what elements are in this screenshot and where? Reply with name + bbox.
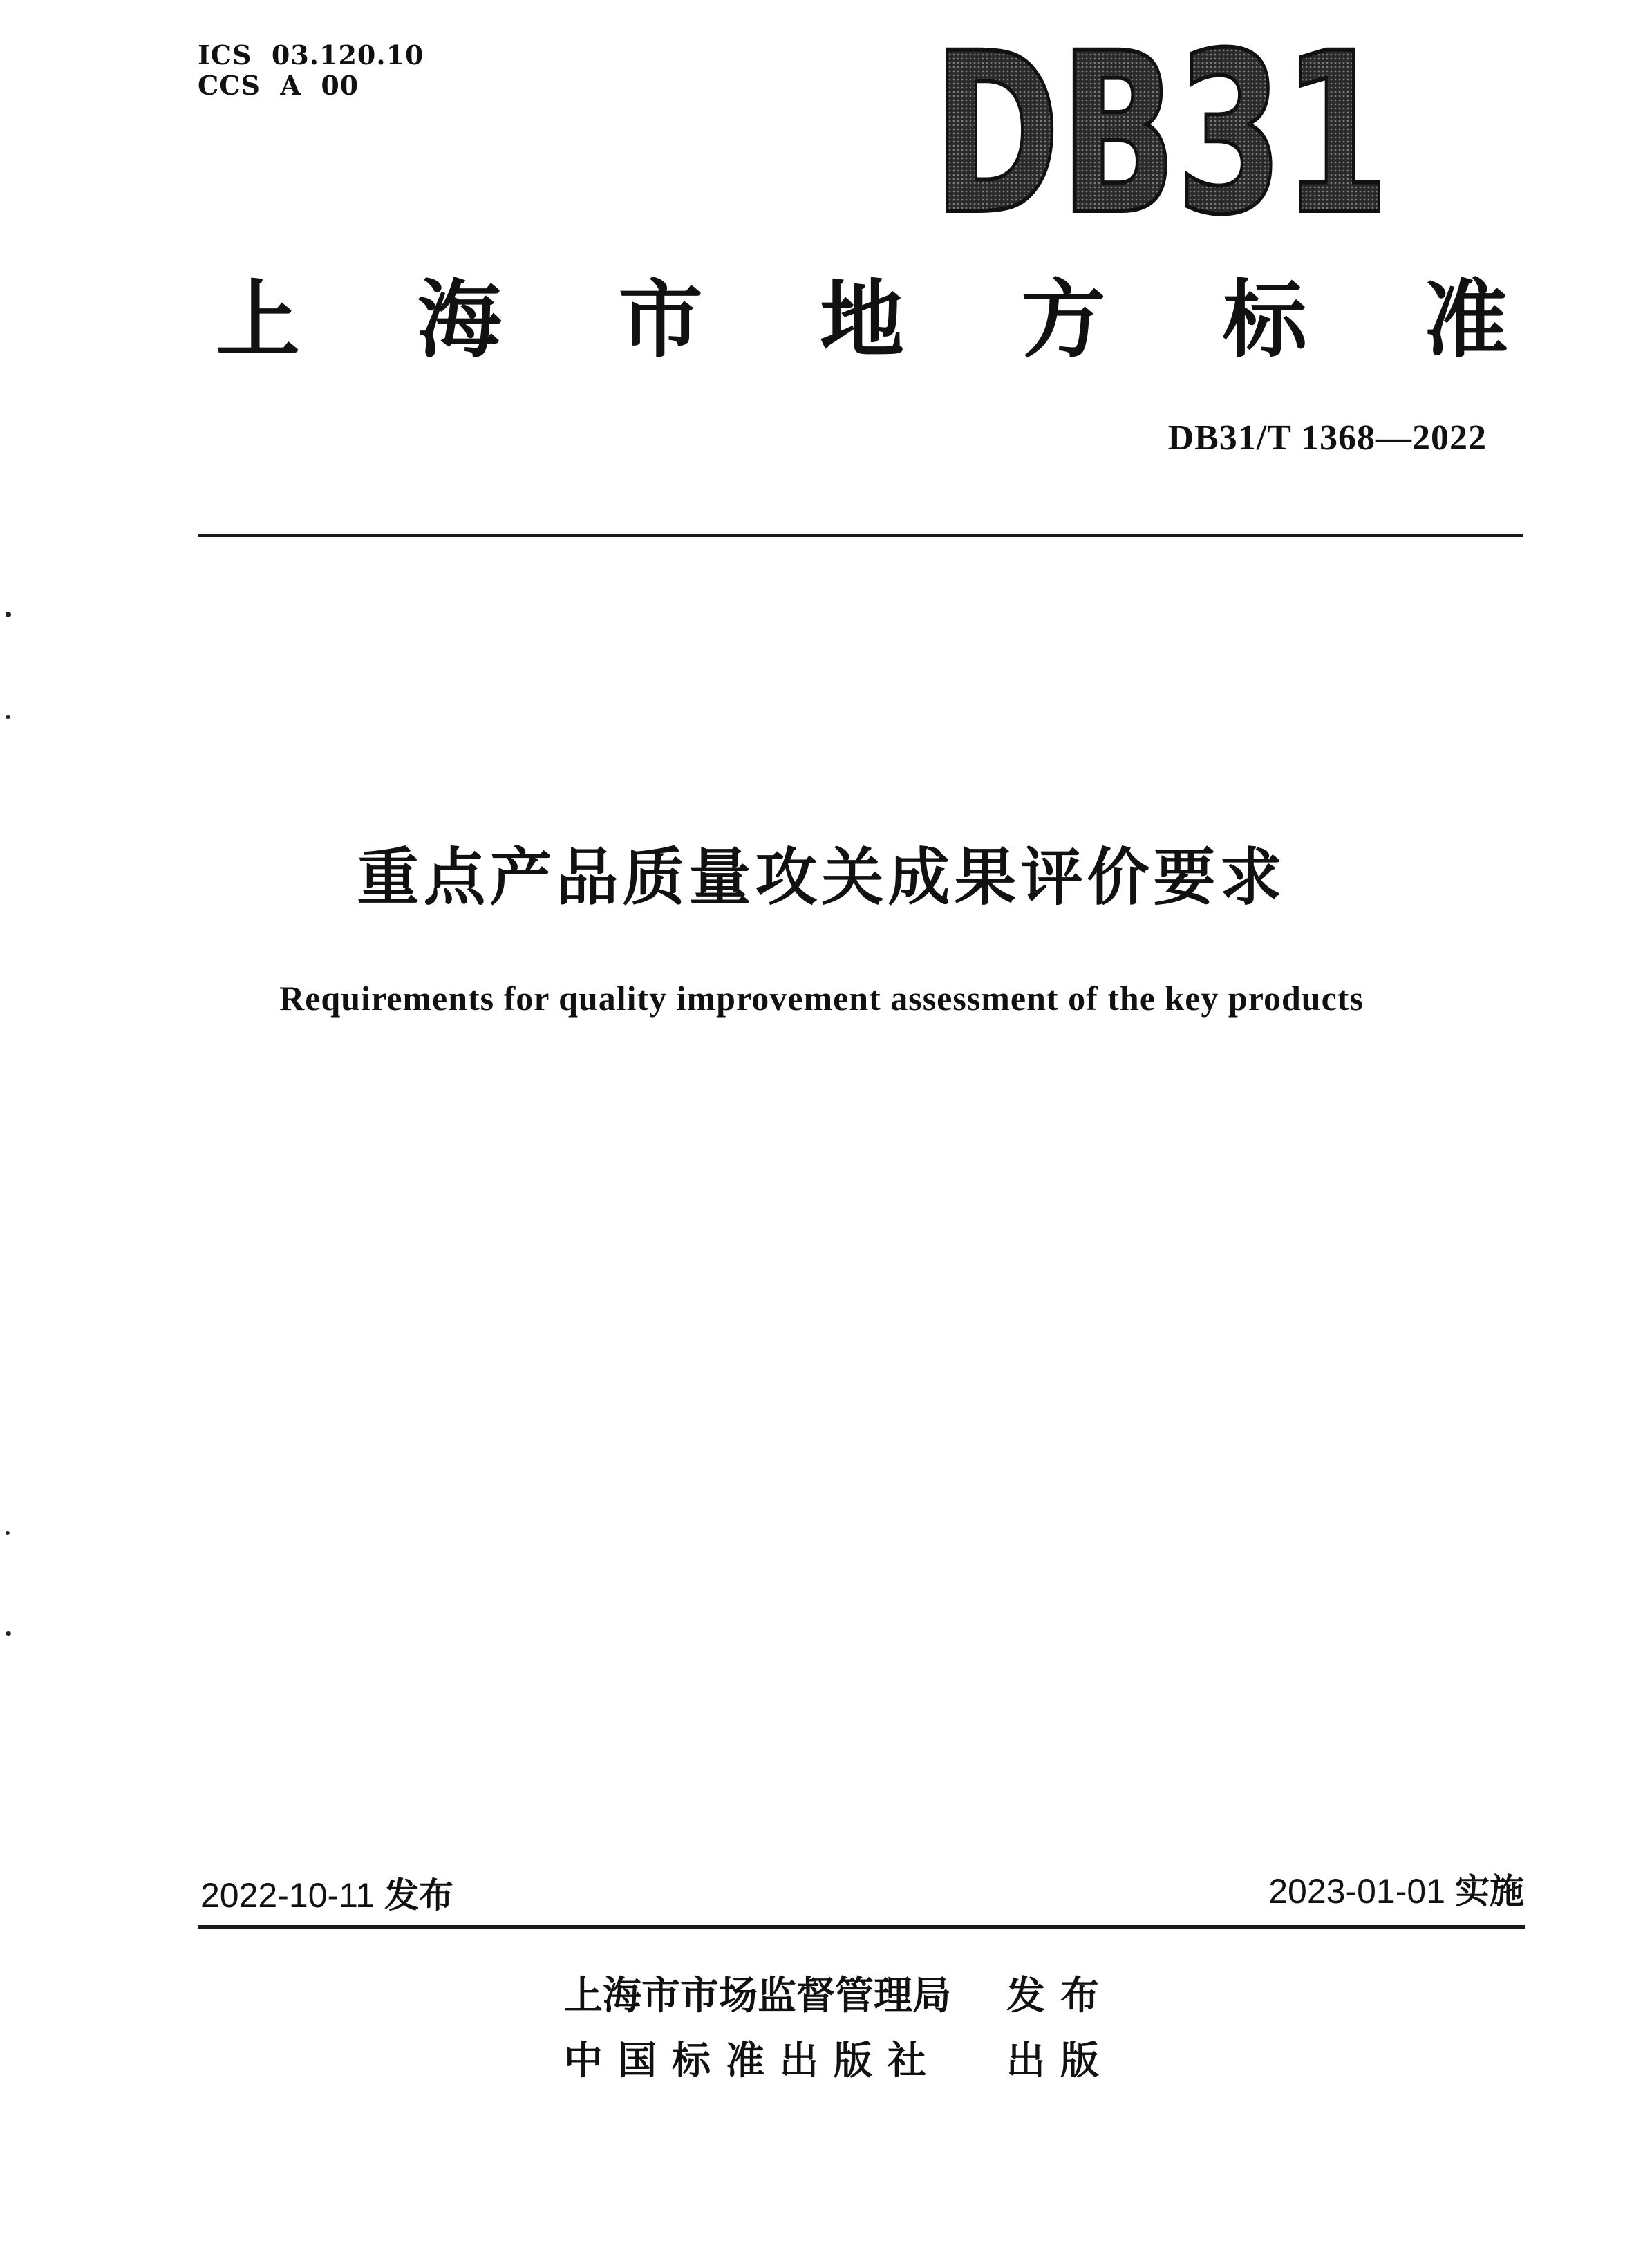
classification-codes — [198, 40, 424, 101]
issue-date — [200, 1873, 453, 1918]
header-title — [216, 268, 1508, 372]
scan-speck — [6, 612, 11, 617]
publisher-row — [564, 1971, 1114, 2021]
publisher-role: 出版 — [1006, 2039, 1114, 2083]
header-char: 准 — [1423, 271, 1508, 369]
header-char: 市 — [618, 271, 703, 369]
top-divider — [198, 534, 1523, 537]
header-char: 海 — [417, 271, 502, 369]
header-char: 地 — [819, 271, 904, 369]
publisher-org: 中国标准出版社 — [564, 2039, 941, 2083]
scan-speck — [6, 715, 10, 719]
bottom-divider — [198, 1925, 1525, 1929]
scan-speck — [6, 1531, 10, 1535]
standard-number: DB31/T 1368—2022 — [1167, 418, 1487, 458]
implementation-date-value: 2023-01-01 — [1268, 1872, 1445, 1911]
publisher-role: 发布 — [1006, 1974, 1114, 2018]
db31-logo-text: DB31 — [933, 6, 1389, 263]
implementation-label: 实施 — [1455, 1871, 1524, 1911]
issue-label: 发布 — [384, 1875, 454, 1915]
header-char: 方 — [1021, 271, 1106, 369]
document-title-chinese: 重点产品质量攻关成果评价要求 — [357, 841, 1286, 914]
header-char: 上 — [216, 271, 300, 369]
publisher-org: 上海市市场监督管理局 — [564, 1974, 951, 2018]
header-char: 标 — [1222, 271, 1307, 369]
publisher-row — [564, 2036, 1114, 2086]
implementation-date — [1268, 1869, 1524, 1913]
document-title-english: Requirements for quality improvement assessment of the key products — [279, 979, 1364, 1018]
issue-date-value: 2022-10-11 — [200, 1876, 375, 1915]
db31-logo — [923, 6, 1400, 263]
scan-speck — [6, 1631, 11, 1636]
ccs-code: CCS A 00 — [198, 70, 359, 101]
ics-code: ICS 03.120.10 — [198, 39, 424, 71]
